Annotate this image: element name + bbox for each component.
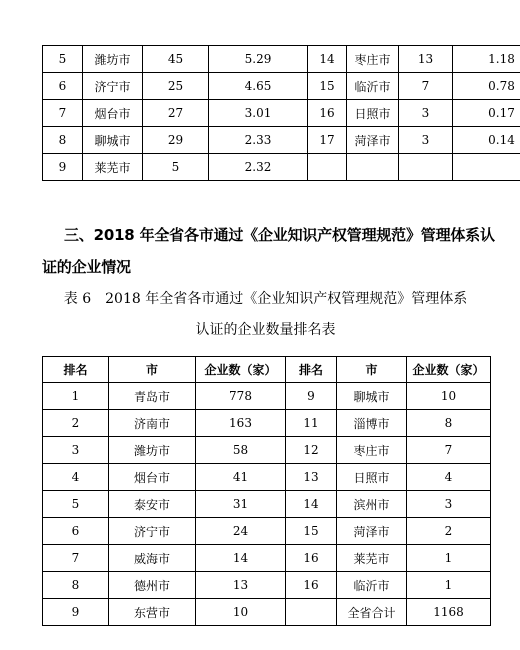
cell-rank: 6 — [43, 73, 83, 100]
cell-count: 13 — [196, 572, 286, 599]
cell-rank — [286, 599, 337, 626]
cell-city: 莱芜市 — [337, 545, 407, 572]
cell-city: 潍坊市 — [109, 437, 196, 464]
table-row — [43, 410, 491, 437]
cell-rank: 16 — [286, 572, 337, 599]
cell-city: 潍坊市 — [83, 46, 143, 73]
cell-rank: 16 — [286, 545, 337, 572]
cell-rank: 11 — [286, 410, 337, 437]
cell-city: 青岛市 — [109, 383, 196, 410]
cell-rank: 2 — [43, 410, 109, 437]
table-row — [43, 437, 491, 464]
cell-city: 菏泽市 — [347, 127, 399, 154]
cell-rank: 9 — [286, 383, 337, 410]
cell-rank: 5 — [43, 46, 83, 73]
header-count: 企业数（家） — [196, 357, 286, 383]
cell-rank: 8 — [43, 127, 83, 154]
cell-city: 烟台市 — [83, 100, 143, 127]
table-row — [43, 73, 520, 100]
cell-count: 3 — [399, 127, 453, 154]
cell-count: 25 — [143, 73, 209, 100]
table-caption-line-2: 认证的企业数量排名表 — [195, 322, 336, 338]
cell-ratio: 4.65 — [209, 73, 308, 100]
table-row — [43, 100, 520, 127]
cell-rank: 6 — [43, 518, 109, 545]
cell-city: 枣庄市 — [347, 46, 399, 73]
section-heading: 三、2018 年全省各市通过《企业知识产权管理规范》管理体系认证的企业情况 — [42, 226, 495, 276]
cell-count: 1168 — [407, 599, 491, 626]
table-row — [43, 518, 491, 545]
cell-count: 4 — [407, 464, 491, 491]
cell-count: 24 — [196, 518, 286, 545]
table-row — [43, 154, 520, 181]
cell-ratio: 0.78 — [453, 73, 520, 100]
cell-city: 聊城市 — [83, 127, 143, 154]
cell-rank: 16 — [308, 100, 347, 127]
cell-count: 2 — [407, 518, 491, 545]
table-row — [43, 464, 491, 491]
cell-city: 威海市 — [109, 545, 196, 572]
cell-count: 3 — [407, 491, 491, 518]
table-row — [43, 545, 491, 572]
cell-count: 58 — [196, 437, 286, 464]
table-header-row — [43, 357, 491, 383]
cell-rank: 7 — [43, 545, 109, 572]
cell-rank: 1 — [43, 383, 109, 410]
cell-city: 烟台市 — [109, 464, 196, 491]
header-city: 市 — [109, 357, 196, 383]
cell-city: 济南市 — [109, 410, 196, 437]
cell-city: 德州市 — [109, 572, 196, 599]
cell-ratio — [453, 154, 520, 181]
cell-ratio: 5.29 — [209, 46, 308, 73]
cell-city: 菏泽市 — [337, 518, 407, 545]
header-count: 企业数（家） — [407, 357, 491, 383]
cell-count: 8 — [407, 410, 491, 437]
cell-city: 东营市 — [109, 599, 196, 626]
cell-rank: 14 — [308, 46, 347, 73]
cell-rank: 15 — [286, 518, 337, 545]
cell-count: 1 — [407, 545, 491, 572]
table-row — [43, 127, 520, 154]
table-row — [43, 491, 491, 518]
table-row — [43, 599, 491, 626]
cell-count: 31 — [196, 491, 286, 518]
cell-rank: 15 — [308, 73, 347, 100]
cell-city: 莱芜市 — [83, 154, 143, 181]
cell-count: 10 — [407, 383, 491, 410]
cell-count: 41 — [196, 464, 286, 491]
cell-rank: 8 — [43, 572, 109, 599]
cell-count: 1 — [407, 572, 491, 599]
cell-city: 全省合计 — [337, 599, 407, 626]
cell-rank: 4 — [43, 464, 109, 491]
cell-ratio: 0.14 — [453, 127, 520, 154]
cell-city: 济宁市 — [83, 73, 143, 100]
table-caption — [18, 284, 513, 346]
cell-count: 45 — [143, 46, 209, 73]
cell-city: 济宁市 — [109, 518, 196, 545]
cell-rank: 12 — [286, 437, 337, 464]
cell-rank — [308, 154, 347, 181]
cell-ratio: 2.32 — [209, 154, 308, 181]
cell-ratio: 3.01 — [209, 100, 308, 127]
cell-city: 泰安市 — [109, 491, 196, 518]
cell-count: 14 — [196, 545, 286, 572]
cell-ratio: 2.33 — [209, 127, 308, 154]
cell-count: 10 — [196, 599, 286, 626]
header-rank: 排名 — [43, 357, 109, 383]
cell-rank: 7 — [43, 100, 83, 127]
header-rank: 排名 — [286, 357, 337, 383]
cell-rank: 9 — [43, 599, 109, 626]
cell-rank: 13 — [286, 464, 337, 491]
table-caption-line-1: 表 6 2018 年全省各市通过《企业知识产权管理规范》管理体系 — [63, 291, 468, 307]
cell-count: 29 — [143, 127, 209, 154]
cell-city: 枣庄市 — [337, 437, 407, 464]
cell-ratio: 0.17 — [453, 100, 520, 127]
cell-rank: 9 — [43, 154, 83, 181]
cell-rank: 17 — [308, 127, 347, 154]
cell-count: 778 — [196, 383, 286, 410]
cell-rank: 14 — [286, 491, 337, 518]
cell-count: 27 — [143, 100, 209, 127]
cell-count: 163 — [196, 410, 286, 437]
cell-count: 5 — [143, 154, 209, 181]
cell-count: 7 — [399, 73, 453, 100]
cell-rank: 3 — [43, 437, 109, 464]
cell-city: 滨州市 — [337, 491, 407, 518]
cell-count: 7 — [407, 437, 491, 464]
cell-city: 日照市 — [337, 464, 407, 491]
ranking-table-continued — [42, 45, 520, 181]
cell-count: 13 — [399, 46, 453, 73]
table-row — [43, 572, 491, 599]
cell-count — [399, 154, 453, 181]
table-row — [43, 383, 491, 410]
header-city: 市 — [337, 357, 407, 383]
cell-rank: 5 — [43, 491, 109, 518]
cell-ratio: 1.18 — [453, 46, 520, 73]
certification-ranking-table — [42, 356, 491, 626]
cell-city: 日照市 — [347, 100, 399, 127]
table-row — [43, 46, 520, 73]
cell-city — [347, 154, 399, 181]
cell-city: 淄博市 — [337, 410, 407, 437]
cell-city: 临沂市 — [337, 572, 407, 599]
cell-city: 临沂市 — [347, 73, 399, 100]
cell-city: 聊城市 — [337, 383, 407, 410]
cell-count: 3 — [399, 100, 453, 127]
